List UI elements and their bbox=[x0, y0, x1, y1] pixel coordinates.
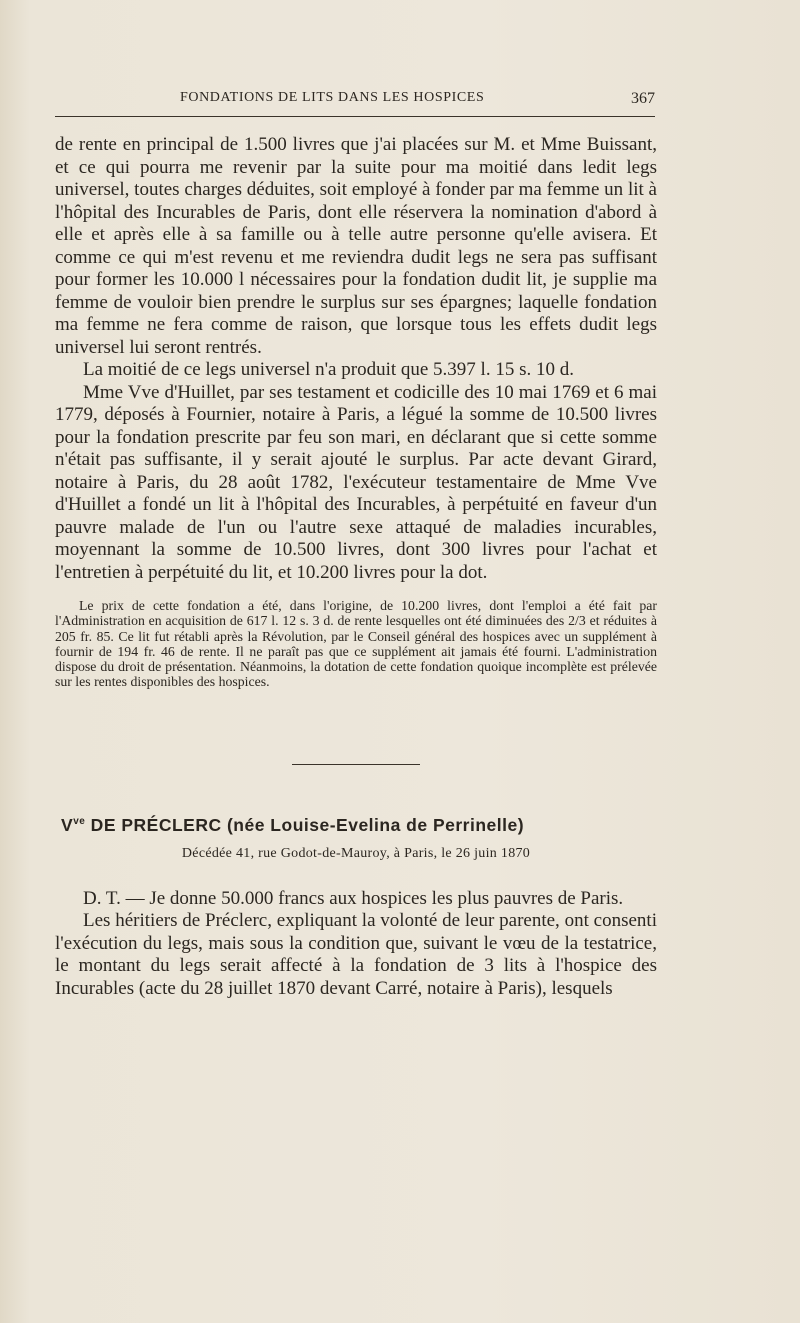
footnote-paragraph: Le prix de cette fondation a été, dans l'origine, de 10.200 livres, dont l'emploi a été fait par l'Administration en acquisition de 617 l. 12 s. 3 d. de rente lesquelles ont été diminuées des 2/3 et réduites à 205 fr. 85. Ce lit fut rétabli après la Révolution, par le Conseil général des hospices avec un supplément à fournir de 194 fr. 46 de rente. Il ne paraît pas que ce supplément ait jamais été fourni. L'administration dispose du droit de présentation. Néanmoins, la dotation de cette fondation quoique incomplète est prélevée sur les rentes disponibles des hospices. bbox=[55, 598, 657, 690]
header-rule bbox=[55, 116, 655, 117]
paragraph-2: La moitié de ce legs universel n'a produit que 5.397 l. 15 s. 10 d. bbox=[83, 359, 574, 380]
heading-text: DE PRÉCLERC (née Louise-Evelina de Perrinelle) bbox=[85, 814, 525, 835]
section-separator bbox=[292, 764, 420, 765]
paragraph-5: Les héritiers de Préclerc, expliquant la volonté de leur parente, ont consenti l'exécution du legs, mais sous la condition que, suivant le vœu de la testatrice, le montant du legs serait affecté à la fondation de 3 lits à l'hospice des Incurables (acte du 28 juillet 1870 devant Carré, notaire à Paris), lesquels bbox=[55, 910, 657, 999]
running-header bbox=[55, 90, 655, 114]
page-number: 367 bbox=[631, 90, 655, 107]
paragraph-3: Mme Vve d'Huillet, par ses testament et codicille des 10 mai 1769 et 6 mai 1779, déposés à Fournier, notaire à Paris, a légué la somme de 10.500 livres pour la fondation prescrite par feu son mari, en déclarant que si cette somme n'était pas suffisante, il y serait ajouté le surplus. Par acte devant Girard, notaire à Paris, du 28 août 1782, l'exécuteur testamentaire de Mme Vve d'Huillet a fondé un lit à l'hôpital des Incurables, à perpétuité en faveur d'un pauvre malade de l'un ou l'autre sexe attaqué de maladies incurables, moyennant la somme de 10.500 livres, dont 300 livres pour l'achat et l'entretien à perpétuité du lit, et 10.200 livres pour la dot. bbox=[55, 381, 657, 583]
paragraph-1: de rente en principal de 1.500 livres que j'ai placées sur M. et Mme Buissant, et ce qui pourra me revenir par la suite pour ma moitié dans ledit legs universel, toutes charges déduites, soit employé à fonder par ma femme un lit à l'hôpital des Incurables de Paris, dont elle réservera la nomination d'abord à elle et après elle à sa famille ou à telle autre personne qu'elle avisera. Et comme ce qui m'est revenu et me reviendra dudit legs ne sera pas suffisant pour former les 10.000 l nécessaires pour la fondation dudit lit, je supplie ma femme de vouloir bien prendre le surplus sur ses épargnes; laquelle fondation ma femme ne fera comme de raison, que lorsque tous les effets dudit legs universel lui seront rentrés. bbox=[55, 134, 657, 358]
section-subheading: Décédée 41, rue Godot-de-Mauroy, à Paris, le 26 juin 1870 bbox=[181, 845, 531, 861]
running-title: FONDATIONS DE LITS DANS LES HOSPICES bbox=[180, 90, 485, 105]
heading-prefix: V bbox=[61, 814, 74, 835]
heading-superscript: ve bbox=[73, 815, 86, 827]
text-body bbox=[55, 134, 657, 1000]
paragraph-4: D. T. — Je donne 50.000 francs aux hospices les plus pauvres de Paris. bbox=[83, 887, 624, 909]
section-heading bbox=[61, 815, 657, 836]
